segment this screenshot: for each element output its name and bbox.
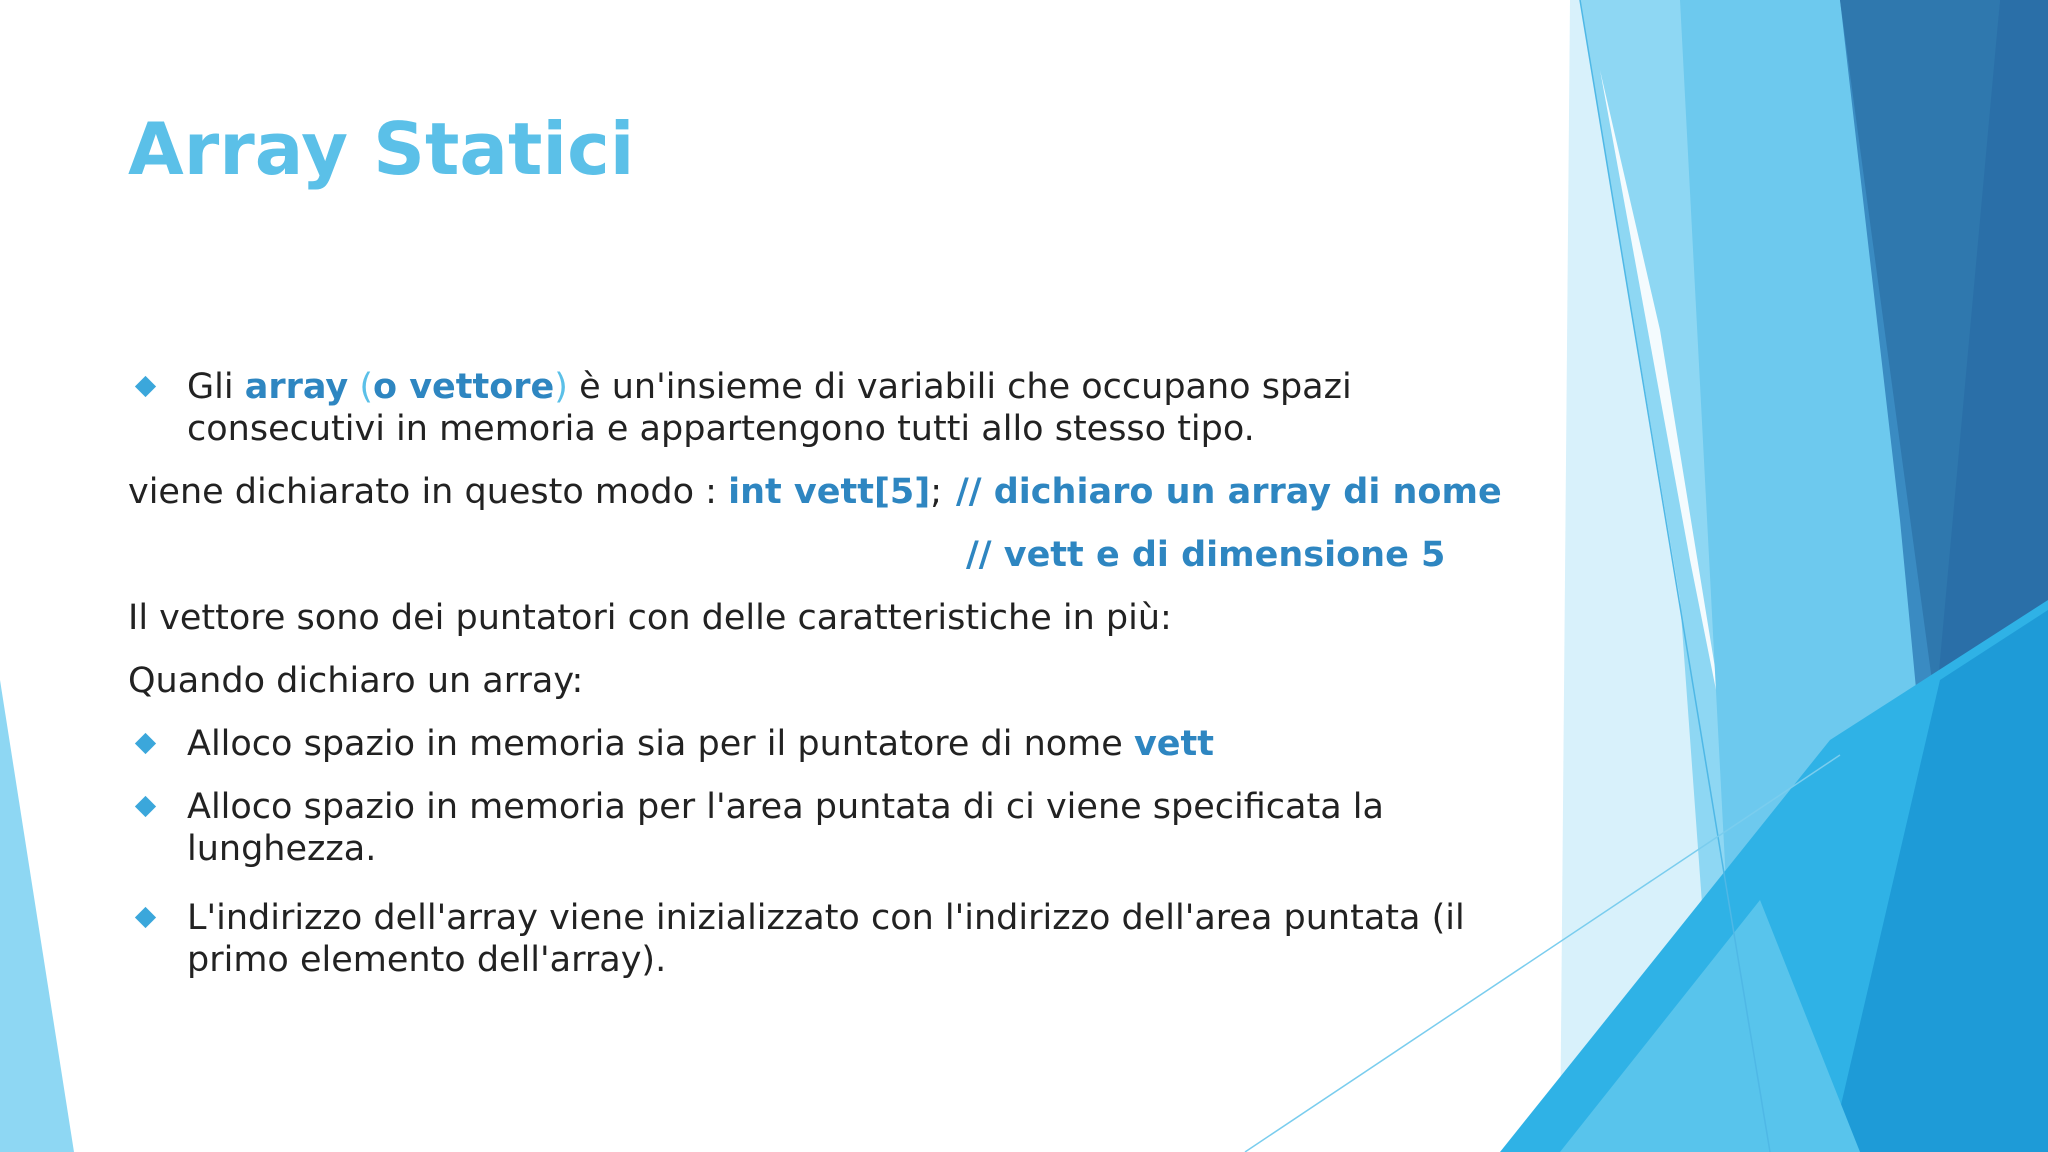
code-comment-line-1: // dichiaro un array di nome [956,472,1502,512]
text-vett: vett [1133,724,1214,764]
declaration-line [128,471,1548,513]
diamond-bullet-icon [135,796,156,817]
text-paren-close: ) [554,367,568,407]
diamond-bullet-icon [135,733,156,754]
bullet-array-definition [128,366,1548,450]
text-vettore-puntatori: Il vettore sono dei puntatori con delle caratteristiche in più: [128,598,1172,638]
slide-title: Array Statici [128,107,635,191]
bullet-alloco-puntatore [128,723,1548,765]
text-definition: è un'insieme di variabili che occupano spazi consecutivi in memoria e appartengono tutti allo stesso tipo. [187,367,1352,449]
text-quando-dichiaro: Quando dichiaro un array: [128,661,584,701]
text-array: array [244,367,349,407]
text-paren-open: ( [348,367,373,407]
decor-left-sliver [0,680,74,1152]
text-declaration: viene dichiarato in questo modo : [128,472,729,512]
text-gli: Gli [187,367,245,407]
text-semicolon: ; [930,472,943,512]
bullet-indirizzo-array [128,897,1548,981]
text-indirizzo-array: L'indirizzo dell'array viene inizializzato con l'indirizzo dell'area puntata (il primo elemento dell'array). [187,898,1465,980]
code-int-vett: int vett[5] [728,472,931,512]
text-o-vettore: o vettore [372,367,555,407]
diamond-bullet-icon [135,907,156,928]
text-alloco-puntatore: Alloco spazio in memoria sia per il puntatore di nome [187,724,1134,764]
code-comment-line-2: // vett e di dimensione 5 [966,535,1446,575]
bullet-alloco-area [128,786,1548,870]
text-alloco-area: Alloco spazio in memoria per l'area puntata di ci viene specificata la lunghezza. [187,787,1384,869]
diamond-bullet-icon [135,376,156,397]
slide-body [128,366,1548,981]
